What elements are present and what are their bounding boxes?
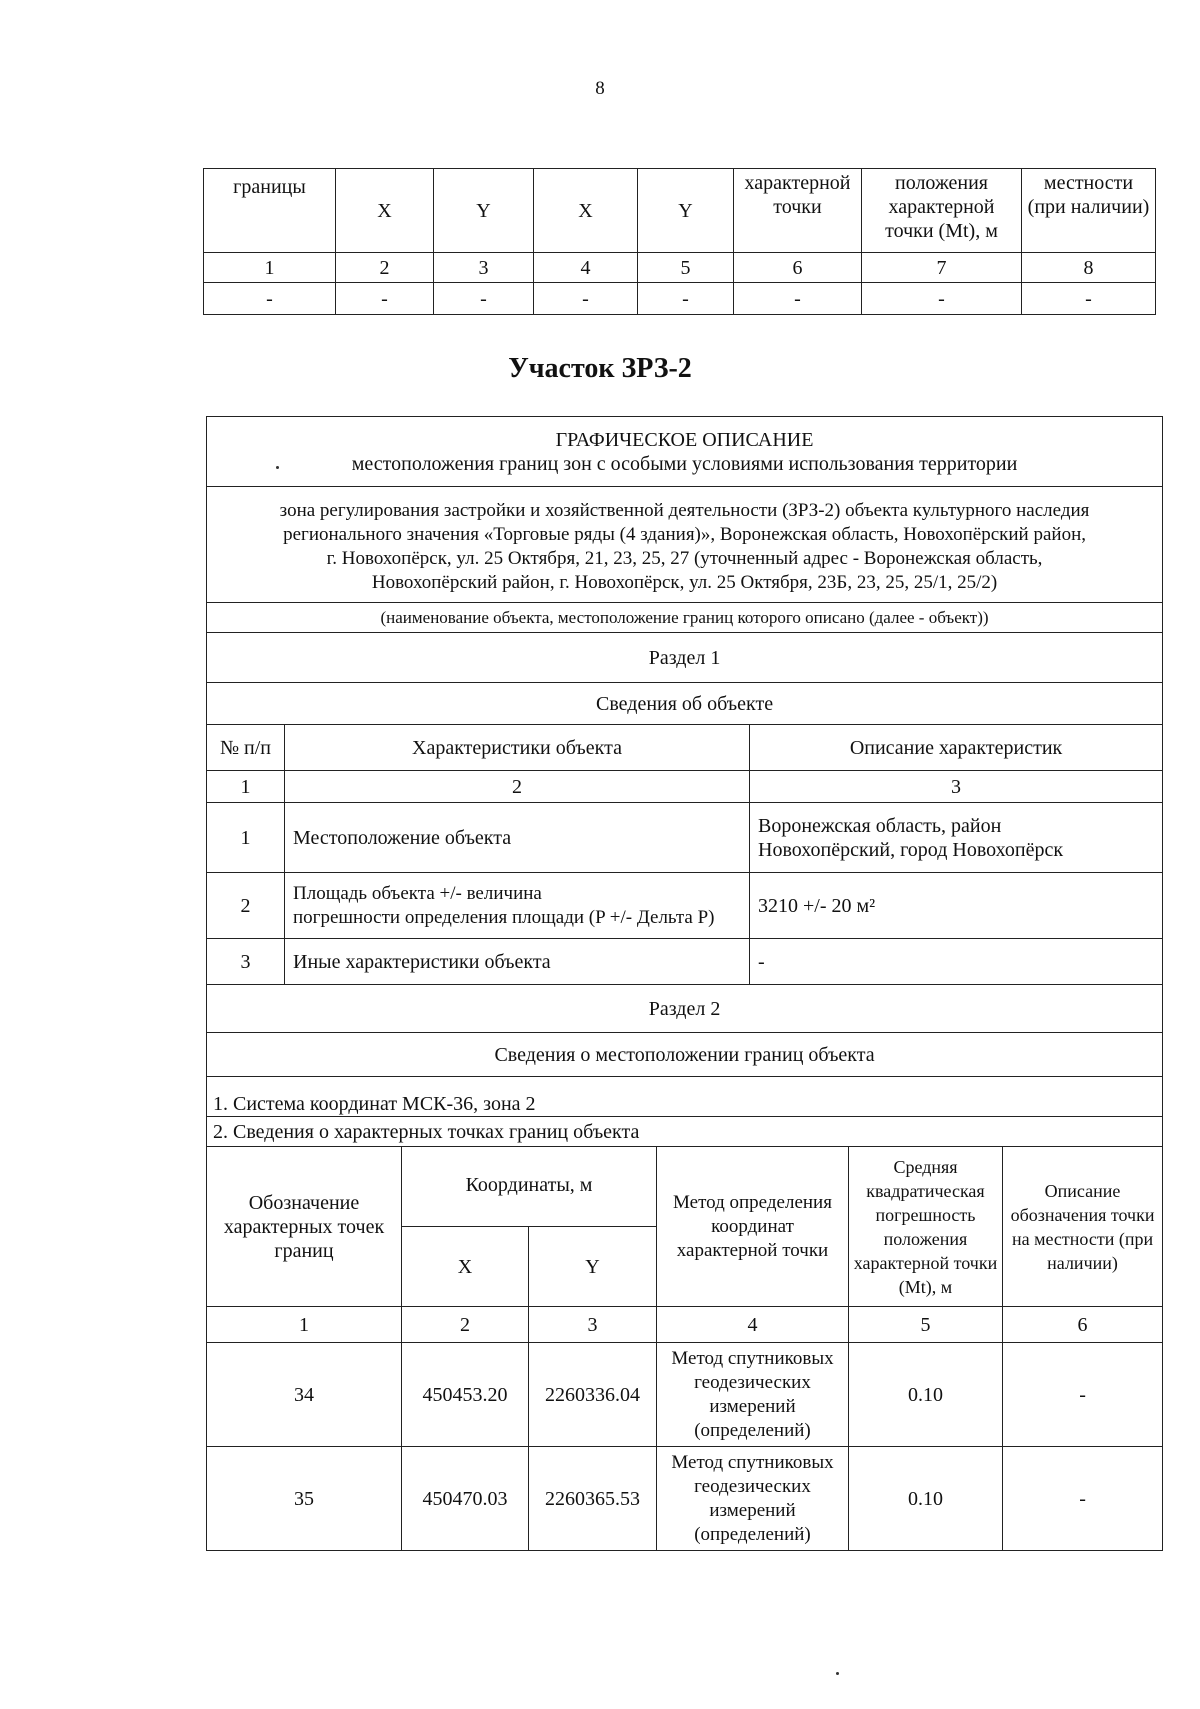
section2-heading-row bbox=[207, 1033, 1163, 1077]
object-caption-row bbox=[207, 603, 1163, 633]
header-cell: характерной точки bbox=[734, 169, 862, 253]
object-line: регионального значения «Торговые ряды (4 здания)», Воронежская область, Новохопёрский район, bbox=[283, 523, 1086, 545]
point-desc: - bbox=[1003, 1447, 1163, 1551]
number-cell: 7 bbox=[862, 253, 1022, 283]
object-caption: (наименование объекта, местоположение границ которого описано (далее - объект)) bbox=[207, 603, 1163, 633]
table-row bbox=[207, 1447, 1163, 1551]
section1-number-row bbox=[207, 771, 1163, 803]
point-x: 450470.03 bbox=[402, 1447, 529, 1551]
number-cell: 8 bbox=[1022, 253, 1156, 283]
section1-label-row bbox=[207, 633, 1163, 683]
header-method: Метод определения координат характерной точки bbox=[657, 1147, 849, 1307]
page-number: 8 bbox=[595, 78, 605, 99]
point-x: 450453.20 bbox=[402, 1343, 529, 1447]
number-cell: 1 bbox=[204, 253, 336, 283]
point-id: 35 bbox=[207, 1447, 402, 1551]
point-desc: - bbox=[1003, 1343, 1163, 1447]
graphic-subtitle: местоположения границ зон с особыми условиями использования территории bbox=[351, 452, 1018, 475]
number-cell: 6 bbox=[1003, 1307, 1163, 1343]
table-cell: - bbox=[534, 283, 638, 315]
number-cell: 2 bbox=[285, 771, 750, 803]
row-number: 3 bbox=[207, 939, 285, 985]
characteristic-name: Иные характеристики объекта bbox=[285, 939, 750, 985]
number-cell: 5 bbox=[849, 1307, 1003, 1343]
number-cell: 4 bbox=[657, 1307, 849, 1343]
table-cell: - bbox=[1022, 283, 1156, 315]
number-cell: 5 bbox=[638, 253, 734, 283]
points-heading: 2. Сведения о характерных точках границ объекта bbox=[207, 1117, 1163, 1147]
section2-label: Раздел 2 bbox=[207, 985, 1163, 1033]
section1-heading: Сведения об объекте bbox=[207, 683, 1163, 725]
header-cell: X bbox=[534, 169, 638, 253]
number-cell: 3 bbox=[750, 771, 1163, 803]
point-id: 34 bbox=[207, 1343, 402, 1447]
points-heading-row bbox=[207, 1117, 1163, 1147]
header-cell: Описание характеристик bbox=[750, 725, 1163, 771]
header-error: Средняя квадратическая погрешность положения характерной точки (Mt), м bbox=[849, 1147, 1003, 1307]
row-number: 2 bbox=[207, 873, 285, 939]
header-cell: X bbox=[336, 169, 434, 253]
table-row bbox=[204, 283, 1156, 315]
section1-label: Раздел 1 bbox=[207, 633, 1163, 683]
point-y: 2260336.04 bbox=[529, 1343, 657, 1447]
characteristic-desc: - bbox=[750, 939, 1163, 985]
section-title: Участок ЗРЗ-2 bbox=[508, 353, 692, 384]
table-row bbox=[207, 1343, 1163, 1447]
header-coords: Координаты, м bbox=[402, 1147, 657, 1227]
section2-heading: Сведения о местоположении границ объекта bbox=[207, 1033, 1163, 1077]
header-cell: Y bbox=[434, 169, 534, 253]
number-cell: 1 bbox=[207, 1307, 402, 1343]
table-cell: - bbox=[336, 283, 434, 315]
table-row bbox=[207, 873, 1163, 939]
header-y: Y bbox=[529, 1227, 657, 1307]
characteristic-name-line: погрешности определения площади (P +/- Дельта P) bbox=[293, 906, 715, 928]
continued-points-table bbox=[203, 168, 1156, 315]
row-number: 1 bbox=[207, 803, 285, 873]
scan-speck bbox=[836, 1672, 839, 1675]
point-mt: 0.10 bbox=[849, 1447, 1003, 1551]
number-cell: 3 bbox=[434, 253, 534, 283]
table-cell: - bbox=[862, 283, 1022, 315]
header-cell: Y bbox=[638, 169, 734, 253]
header-cell: местности (при наличии) bbox=[1022, 169, 1156, 253]
number-cell: 6 bbox=[734, 253, 862, 283]
header-cell: № п/п bbox=[207, 725, 285, 771]
table-row bbox=[207, 803, 1163, 873]
point-mt: 0.10 bbox=[849, 1343, 1003, 1447]
table-cell: - bbox=[204, 283, 336, 315]
characteristic-name-line: Площадь объекта +/- величина bbox=[293, 882, 542, 904]
object-description-row bbox=[207, 487, 1163, 603]
section2-label-row bbox=[207, 985, 1163, 1033]
section1-heading-row bbox=[207, 683, 1163, 725]
header-description: Описание обозначения точки на местности (при наличии) bbox=[1003, 1147, 1163, 1307]
point-method: Метод спутниковых геодезических измерений (определений) bbox=[657, 1447, 849, 1551]
number-cell: 4 bbox=[534, 253, 638, 283]
number-cell: 1 bbox=[207, 771, 285, 803]
header-cell: границы bbox=[204, 169, 336, 253]
object-line: г. Новохопёрск, ул. 25 Октября, 21, 23, 25, 27 (уточненный адрес - Воронежская область, bbox=[326, 547, 1043, 569]
characteristic-desc-line: Воронежская область, район bbox=[758, 814, 1002, 837]
number-cell: 3 bbox=[529, 1307, 657, 1343]
graphic-title-row bbox=[207, 417, 1163, 487]
points-number-row bbox=[207, 1307, 1163, 1343]
header-designation: Обозначение характерных точек границ bbox=[207, 1147, 402, 1307]
point-method: Метод спутниковых геодезических измерений (определений) bbox=[657, 1343, 849, 1447]
header-x: X bbox=[402, 1227, 529, 1307]
table-cell: - bbox=[734, 283, 862, 315]
graphic-description-table bbox=[206, 416, 1163, 1551]
number-cell: 2 bbox=[402, 1307, 529, 1343]
graphic-title: ГРАФИЧЕСКОЕ ОПИСАНИЕ bbox=[555, 428, 814, 451]
characteristic-desc: 3210 +/- 20 м² bbox=[750, 873, 1163, 939]
table-row bbox=[207, 939, 1163, 985]
characteristic-name: Местоположение объекта bbox=[285, 803, 750, 873]
section1-header-row bbox=[207, 725, 1163, 771]
coord-system: 1. Система координат МСК-36, зона 2 bbox=[207, 1077, 1163, 1117]
point-y: 2260365.53 bbox=[529, 1447, 657, 1551]
points-header-row bbox=[207, 1147, 1163, 1227]
table-header-row bbox=[204, 169, 1156, 253]
table-cell: - bbox=[638, 283, 734, 315]
header-cell: положения характерной точки (Mt), м bbox=[862, 169, 1022, 253]
table-cell: - bbox=[434, 283, 534, 315]
scan-speck bbox=[276, 466, 279, 469]
column-number-row bbox=[204, 253, 1156, 283]
number-cell: 2 bbox=[336, 253, 434, 283]
header-cell: Характеристики объекта bbox=[285, 725, 750, 771]
characteristic-desc-line: Новохопёрский, город Новохопёрск bbox=[758, 838, 1064, 861]
object-line: Новохопёрский район, г. Новохопёрск, ул. 25 Октября, 23Б, 23, 25, 25/1, 25/2) bbox=[371, 571, 998, 593]
object-line: зона регулирования застройки и хозяйственной деятельности (ЗРЗ-2) объекта культурного наследия bbox=[279, 499, 1090, 521]
coord-system-row bbox=[207, 1077, 1163, 1117]
